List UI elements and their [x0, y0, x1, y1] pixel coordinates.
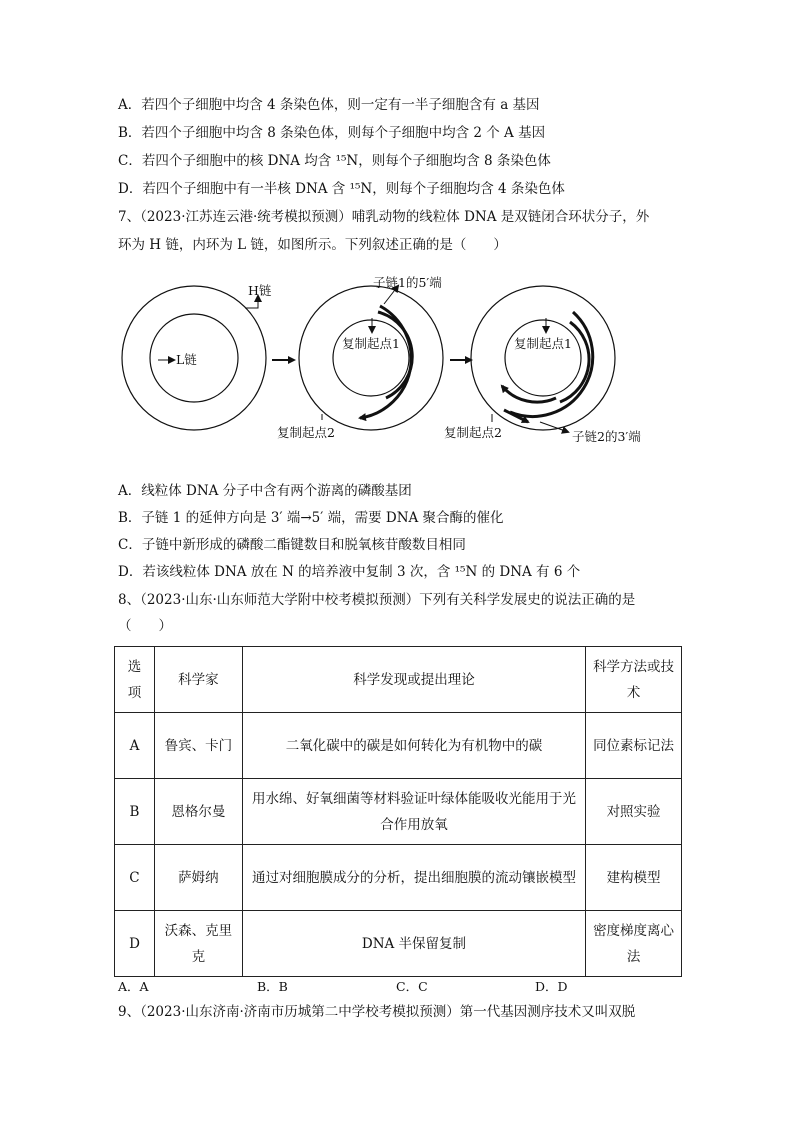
header-scientist: 科学家: [154, 647, 242, 713]
header-option: 选项: [115, 647, 155, 713]
header-discovery: 科学发现或提出理论: [242, 647, 585, 713]
table-row: [115, 713, 682, 779]
q7-option-b: B．子链 1 的延伸方向是 3′ 端→5′ 端，需要 DNA 聚合酶的催化: [118, 510, 504, 526]
cell-discovery: 用水绵、好氧细菌等材料验证叶绿体能吸收光能用于光合作用放氧: [242, 779, 585, 845]
daughter2-3prime-label: 子链2的3′端: [572, 429, 641, 444]
cell-method: 对照实验: [586, 779, 682, 845]
q8-option-b: B．B: [257, 979, 288, 994]
origin2-label-b: 复制起点2: [444, 425, 502, 440]
q6-option-d: D．若四个子细胞中有一半核 DNA 含 ¹⁵N，则每个子细胞均含 4 条染色体: [118, 181, 565, 197]
origin1-label-c3: 复制起点1: [514, 336, 572, 351]
table-header-row: [115, 647, 682, 713]
q8-stem-line2: （ ）: [118, 618, 172, 634]
q8-options: [118, 977, 674, 995]
h-chain-label: H链: [248, 283, 272, 298]
cell-discovery: 二氧化碳中的碳是如何转化为有机物中的碳: [242, 713, 585, 779]
circle-2: [277, 275, 443, 440]
cell-scientist: 恩格尔曼: [154, 779, 242, 845]
cell-scientist: 鲁宾、卡门: [154, 713, 242, 779]
table-row: [115, 845, 682, 911]
circle-3: [444, 286, 641, 444]
cell-method: 建构模型: [586, 845, 682, 911]
q6-option-c: C．若四个子细胞中的核 DNA 均含 ¹⁵N，则每个子细胞均含 8 条染色体: [118, 153, 551, 169]
origin2-label-a: 复制起点2: [277, 425, 335, 440]
q7-option-c: C．子链中新形成的磷酸二酯键数目和脱氧核苷酸数目相同: [118, 537, 466, 553]
q8-stem-line1: 8、（2023·山东·山东师范大学附中校考模拟预测）下列有关科学发展史的说法正确的是: [118, 592, 636, 608]
cell-option: B: [115, 779, 155, 845]
q8-option-c: C．C: [396, 979, 428, 994]
cell-discovery: 通过对细胞膜成分的分析，提出细胞膜的流动镶嵌模型: [242, 845, 585, 911]
q7-stem-line1: 7、（2023·江苏连云港·统考模拟预测）哺乳动物的线粒体 DNA 是双链闭合环状分子，外: [118, 209, 650, 225]
q7-option-d: D．若该线粒体 DNA 放在 N 的培养液中复制 3 次，含 ¹⁵N 的 DNA 有 6 个: [118, 564, 581, 580]
mtdna-replication-diagram: [0, 270, 794, 455]
cell-option: D: [115, 911, 155, 977]
circle-1: [122, 283, 272, 430]
q6-option-a: A．若四个子细胞中均含 4 条染色体，则一定有一半子细胞含有 a 基因: [118, 97, 540, 113]
science-history-table: [114, 646, 682, 977]
q6-option-b: B．若四个子细胞中均含 8 条染色体，则每个子细胞中均含 2 个 A 基因: [118, 125, 546, 141]
cell-scientist: 萨姆纳: [154, 845, 242, 911]
q7-option-a: A．线粒体 DNA 分子中含有两个游离的磷酸基团: [118, 483, 412, 499]
table-row: [115, 911, 682, 977]
q8-option-d: D．D: [535, 979, 568, 994]
table-row: [115, 779, 682, 845]
q8-option-a: A．A: [118, 979, 149, 994]
cell-scientist: 沃森、克里克: [154, 911, 242, 977]
origin1-label: 复制起点1: [342, 336, 400, 351]
cell-method: 同位素标记法: [586, 713, 682, 779]
cell-option: A: [115, 713, 155, 779]
header-method: 科学方法或技术: [586, 647, 682, 713]
cell-method: 密度梯度离心法: [586, 911, 682, 977]
cell-option: C: [115, 845, 155, 911]
l-chain-label: L链: [176, 352, 197, 367]
q7-stem-line2: 环为 H 链，内环为 L 链，如图所示。下列叙述正确的是（ ）: [118, 237, 507, 253]
cell-discovery: DNA 半保留复制: [242, 911, 585, 977]
q9-stem-line1: 9、（2023·山东济南·济南市历城第二中学校考模拟预测）第一代基因测序技术又叫双脱: [118, 1004, 636, 1020]
daughter1-5prime-label: 子链1的5′端: [373, 275, 442, 290]
